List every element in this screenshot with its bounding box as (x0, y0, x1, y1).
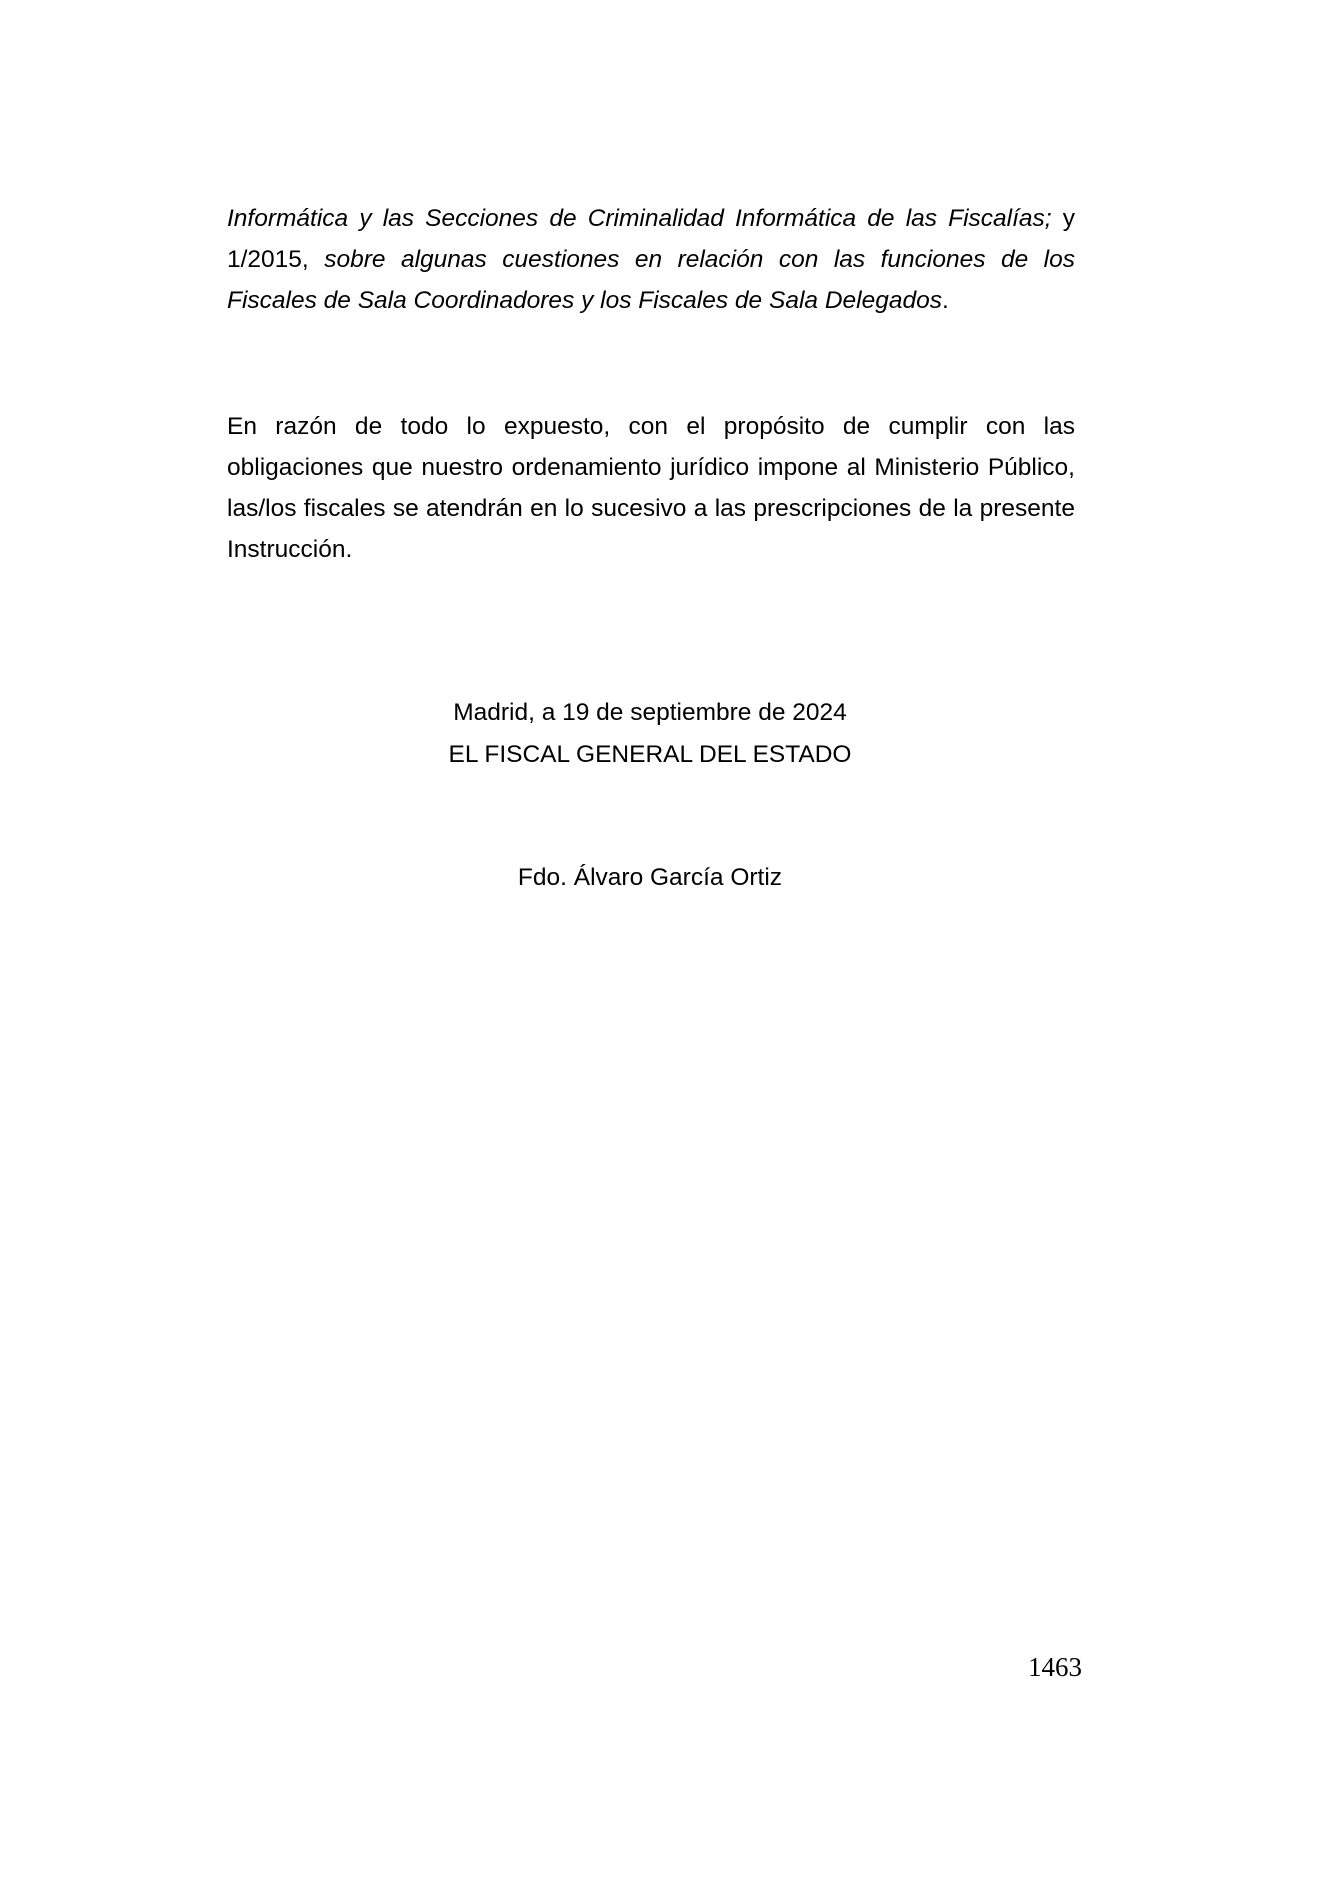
page-number: 1463 (1028, 1652, 1082, 1682)
instruction-number: y 1/2015, (227, 205, 1075, 273)
paragraph-conclusion: En razón de todo lo expuesto, con el propósito de cumplir con las obligaciones que nuestro ordenamiento jurídico impone al Ministerio Público, las/los fiscales se atendrán en lo sucesivo a las prescripciones de la presente Instrucción. (227, 413, 1075, 563)
paragraph-instructions-list (227, 198, 1075, 321)
instruction-title-italic: sobre algunas cuestiones en relación con las funciones de los Fiscales de Sala Coordinadores y los Fiscales de Sala Delegados (227, 246, 1075, 314)
place-and-date: Madrid, a 19 de septiembre de 2024 (453, 699, 847, 726)
paragraph-end-period: . (941, 287, 949, 314)
signatory-office: EL FISCAL GENERAL DEL ESTADO (448, 741, 852, 768)
signature-line: Fdo. Álvaro García Ortiz (517, 864, 783, 891)
instruction-title-italic: Informática y las Secciones de Criminalidad Informática de las Fiscalías; (227, 205, 1063, 232)
